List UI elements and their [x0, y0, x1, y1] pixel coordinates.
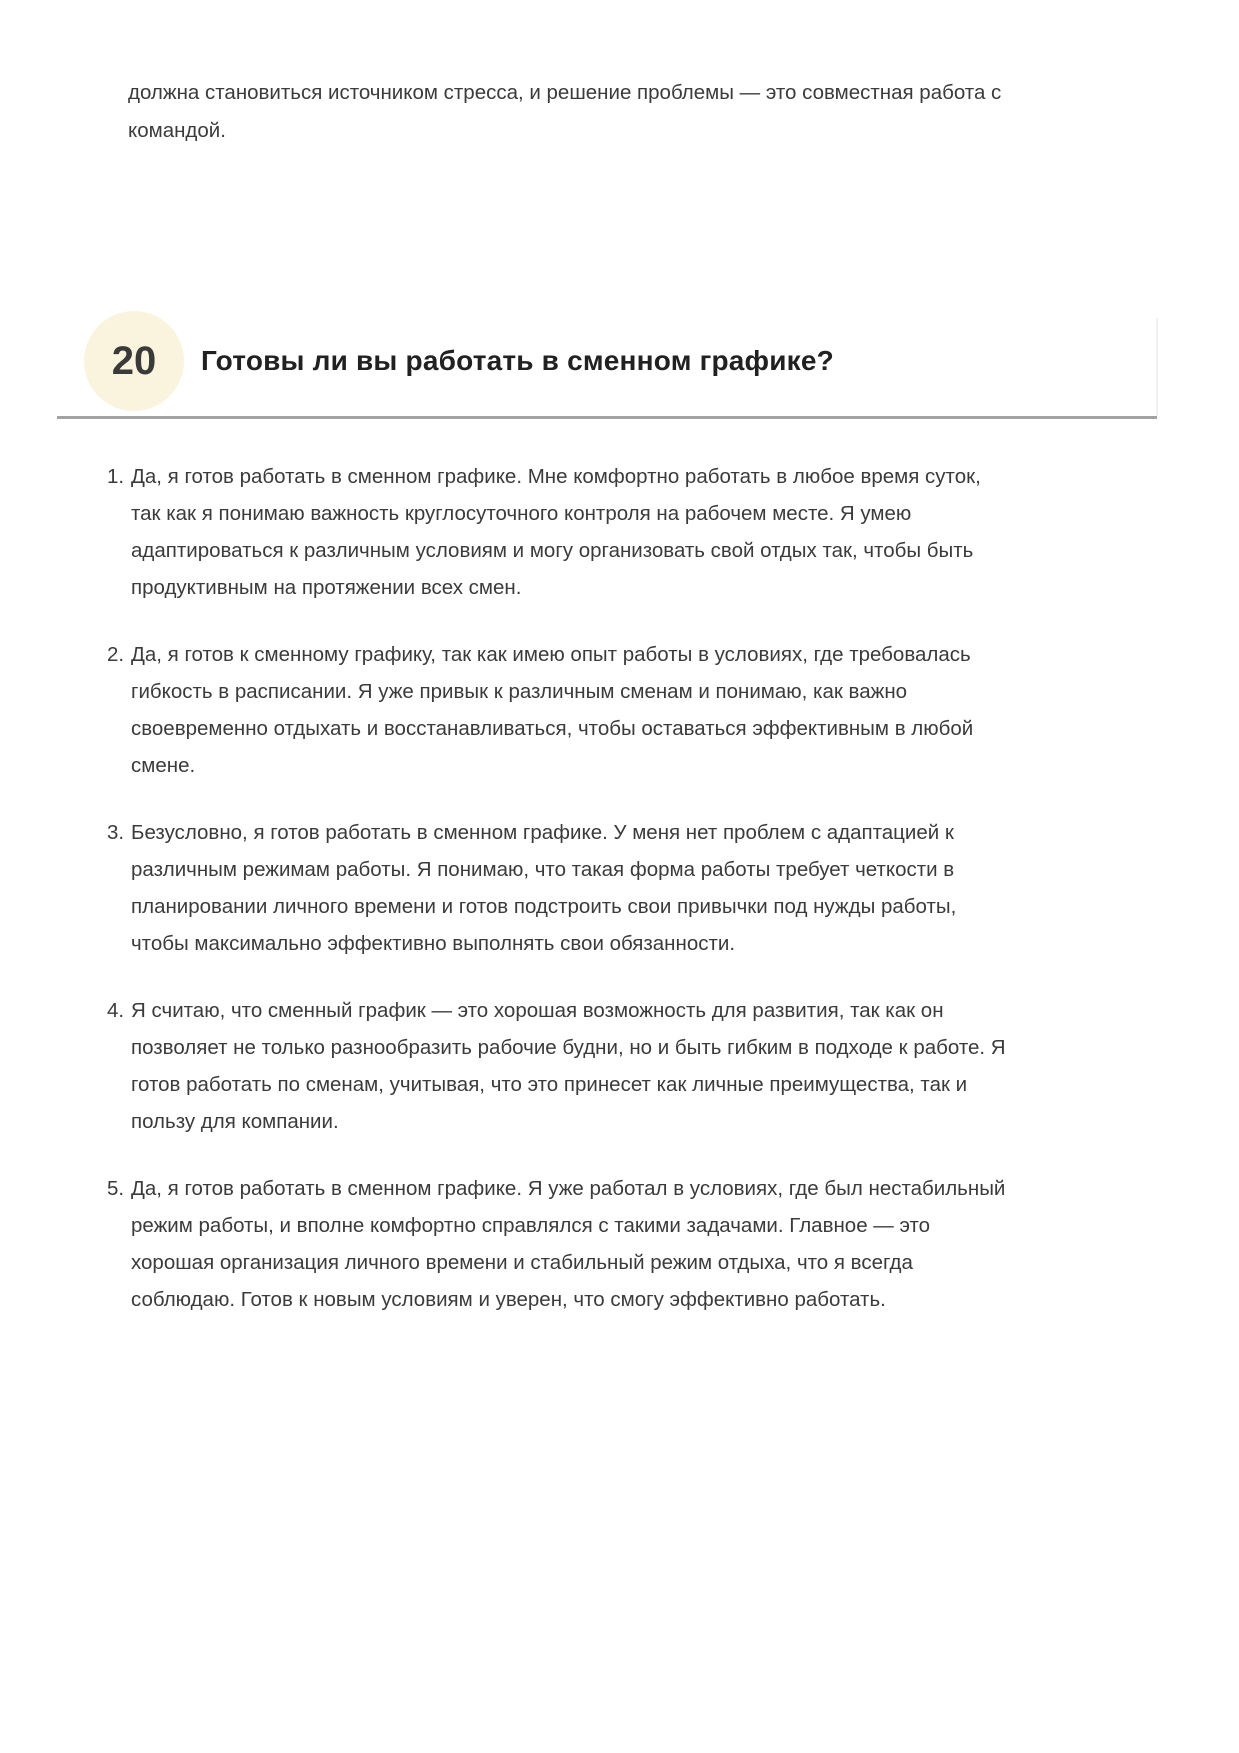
answer-text: Безусловно, я готов работать в сменном графике. У меня нет проблем с адаптацией к различным режимам работы. Я понимаю, что такая форма работы требует четкости в планировании личного времени и готов подстроить свои привычки под нужды работы, чтобы максимально эффективно выполнять свои обязанности. [131, 821, 957, 955]
intro-paragraph: должна становиться источником стресса, и решение проблемы — это совместная работа с командой. [128, 80, 1002, 142]
answer-text: Я считаю, что сменный график — это хорошая возможность для развития, так как он позволяет не только разнообразить рабочие будни, но и быть гибким в подходе к работе. Я готов работать по сменам, учитывая, что это принесет как личные преимущества, так и пользу для компании. [131, 999, 1006, 1133]
list-item [107, 814, 1015, 962]
section-number-badge: 20 [84, 311, 184, 411]
answer-text: Да, я готов работать в сменном графике. Я уже работал в условиях, где был нестабильный режим работы, и вполне комфортно справлялся с такими задачами. Главное — это хорошая организация личного времени и стабильный режим отдыха, что я всегда соблюдаю. Готов к новым условиям и уверен, что смогу эффективно работать. [131, 1177, 1006, 1311]
section-header [84, 311, 834, 411]
answer-number: 3. [107, 821, 125, 844]
header-card-edge [1156, 318, 1158, 416]
answer-number: 2. [107, 643, 125, 666]
answer-text: Да, я готов работать в сменном графике. Мне комфортно работать в любое время суток, так как я понимаю важность круглосуточного контроля на рабочем месте. Я умею адаптироваться к различным условиям и могу организовать свой отдых так, чтобы быть продуктивным на протяжении всех смен. [131, 465, 981, 599]
answer-number: 5. [107, 1177, 125, 1200]
section-divider [57, 416, 1157, 419]
answer-text: Да, я готов к сменному графику, так как имею опыт работы в условиях, где требовалась гибкость в расписании. Я уже привык к различным сменам и понимаю, как важно своевременно отдыхать и восстанавливаться, чтобы оставаться эффективным в любой смене. [131, 643, 974, 777]
answer-number: 1. [107, 465, 125, 488]
list-item [107, 636, 1015, 784]
list-item [107, 992, 1015, 1140]
list-item [107, 458, 1015, 606]
section-title: Готовы ли вы работать в сменном графике? [201, 345, 834, 376]
answer-number: 4. [107, 999, 125, 1022]
answers-list [107, 458, 1015, 1348]
list-item [107, 1170, 1015, 1318]
